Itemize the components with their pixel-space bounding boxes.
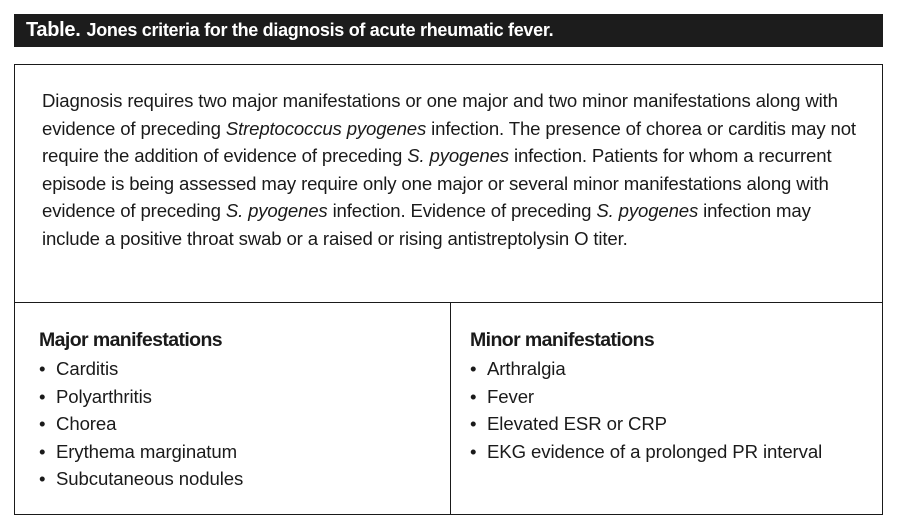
list-item-text: Subcutaneous nodules <box>56 468 244 490</box>
list-item-text: Erythema marginatum <box>56 440 238 462</box>
list-item-text: Chorea <box>56 413 117 435</box>
minor-list <box>470 355 882 465</box>
list-item <box>470 438 882 466</box>
major-manifestations-cell <box>15 303 451 514</box>
intro-italic-2: S. pyogenes <box>407 145 509 167</box>
list-item-text: EKG evidence of a prolonged PR interval <box>487 440 823 462</box>
list-item <box>39 438 450 466</box>
bullet-icon: • <box>470 413 477 435</box>
intro-text-5: infection may include a positive throat swab or a raised or rising antistreptolysin O titer. <box>42 200 811 249</box>
list-item <box>470 410 882 438</box>
bullet-icon: • <box>470 440 477 462</box>
list-item <box>470 383 882 411</box>
intro-paragraph <box>42 87 862 253</box>
list-item <box>39 355 450 383</box>
bullet-icon: • <box>39 358 46 379</box>
list-item-text: Polyarthritis <box>56 385 152 407</box>
intro-cell <box>15 65 882 303</box>
bullet-icon: • <box>39 440 46 462</box>
minor-manifestations-cell <box>451 303 882 514</box>
table-frame <box>14 64 883 515</box>
list-item <box>39 383 450 411</box>
bullet-icon: • <box>39 468 46 490</box>
bullet-icon: • <box>39 385 46 407</box>
major-list <box>39 355 450 493</box>
table-title-bar <box>14 14 883 47</box>
list-item-text: Carditis <box>56 358 119 379</box>
list-item <box>470 355 882 383</box>
minor-heading: Minor manifestations <box>470 329 655 351</box>
list-item-text: Elevated ESR or CRP <box>487 413 667 435</box>
table-label: Table. <box>26 19 81 41</box>
intro-text-1: Diagnosis requires two major manifestations or one major and two minor manifestations along with evidence of preceding <box>42 90 838 139</box>
intro-italic-1: Streptococcus pyogenes <box>225 117 427 139</box>
list-item-text: Fever <box>487 385 535 407</box>
list-item-text: Arthralgia <box>487 358 566 379</box>
intro-text-4: infection. Evidence of preceding <box>327 200 597 222</box>
major-heading: Major manifestations <box>39 329 223 351</box>
bullet-icon: • <box>470 358 477 379</box>
bullet-icon: • <box>39 413 46 435</box>
list-item <box>39 410 450 438</box>
intro-italic-3: S. pyogenes <box>225 200 328 222</box>
intro-italic-4: S. pyogenes <box>596 200 699 222</box>
list-item <box>39 465 450 493</box>
table-title: Jones criteria for the diagnosis of acute rheumatic fever. <box>86 20 554 40</box>
intro-text-3: infection. Patients for whom a recurrent episode is being assessed may require only one major or several minor manifestations along with evidence of preceding <box>42 145 832 222</box>
bullet-icon: • <box>470 385 477 407</box>
intro-text-2: infection. The presence of chorea or carditis may not require the addition of evidence of preceding <box>42 117 856 167</box>
